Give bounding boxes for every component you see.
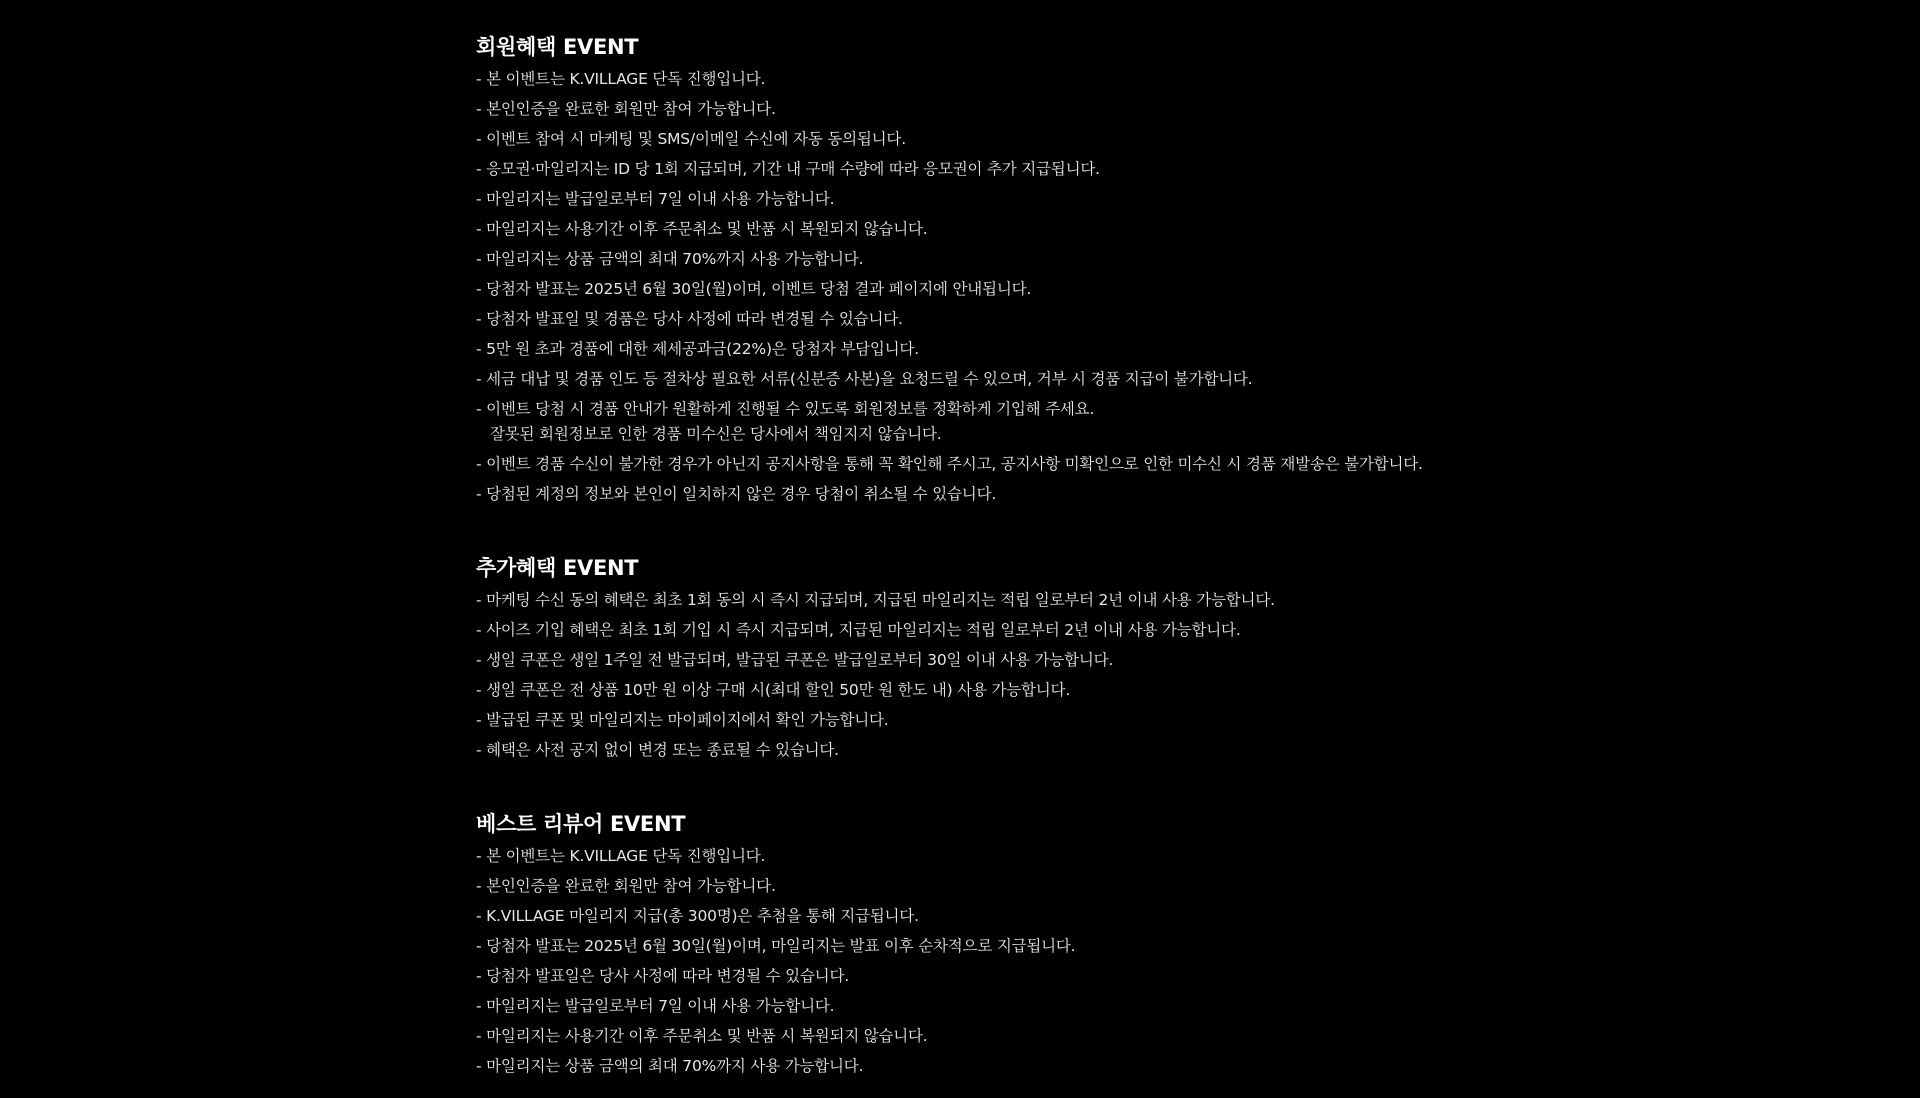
list-item: - 본 이벤트는 K.VILLAGE 단독 진행입니다. xyxy=(476,847,766,865)
list-item: - 마일리지는 발급일로부터 7일 이내 사용 가능합니다. xyxy=(476,997,835,1015)
list-item: - 세금 대납 및 경품 인도 등 절차상 필요한 서류(신분증 사본)을 요청드릴 수 있으며, 거부 시 경품 지급이 불가합니다. xyxy=(476,370,1253,388)
additional-benefit-list xyxy=(476,588,1275,763)
list-item-continuation: 잘못된 회원정보로 인한 경품 미수신은 당사에서 책임지지 않습니다. xyxy=(490,425,942,443)
list-item: - 당첨자 발표는 2025년 6월 30일(월)이며, 이벤트 당첨 결과 페이지에 안내됩니다. xyxy=(476,280,1032,298)
section-title-additional-benefit: 추가혜택 EVENT xyxy=(476,556,639,580)
list-item: - 마일리지는 사용기간 이후 주문취소 및 반품 시 복원되지 않습니다. xyxy=(476,1027,928,1045)
list-item: - 응모권·마일리지는 ID 당 1회 지급되며, 기간 내 구매 수량에 따라 응모권이 추가 지급됩니다. xyxy=(476,160,1100,178)
list-item: - 발급된 쿠폰 및 마일리지는 마이페이지에서 확인 가능합니다. xyxy=(476,711,889,729)
list-item: - 마케팅 수신 동의 혜택은 최초 1회 동의 시 즉시 지급되며, 지급된 마일리지는 적립 일로부터 2년 이내 사용 가능합니다. xyxy=(476,591,1275,609)
list-item: - 생일 쿠폰은 생일 1주일 전 발급되며, 발급된 쿠폰은 발급일로부터 30일 이내 사용 가능합니다. xyxy=(476,651,1114,669)
list-item: - K.VILLAGE 마일리지 지급(총 300명)은 추첨을 통해 지급됩니다. xyxy=(476,907,919,925)
list-item: - 마일리지는 사용기간 이후 주문취소 및 반품 시 복원되지 않습니다. xyxy=(476,220,928,238)
list-item: - 당첨자 발표는 2025년 6월 30일(월)이며, 마일리지는 발표 이후 순차적으로 지급됩니다. xyxy=(476,937,1076,955)
member-benefit-section xyxy=(476,32,1423,507)
section-title-member-benefit: 회원혜택 EVENT xyxy=(476,35,639,59)
best-reviewer-list xyxy=(476,844,1075,1079)
list-item: - 생일 쿠폰은 전 상품 10만 원 이상 구매 시(최대 할인 50만 원 한도 내) 사용 가능합니다. xyxy=(476,681,1071,699)
section-title-best-reviewer: 베스트 리뷰어 EVENT xyxy=(476,812,686,836)
list-item: - 이벤트 참여 시 마케팅 및 SMS/이메일 수신에 자동 동의됩니다. xyxy=(476,130,906,148)
list-item: - 마일리지는 상품 금액의 최대 70%까지 사용 가능합니다. xyxy=(476,250,864,268)
additional-benefit-section xyxy=(476,553,1275,763)
list-item-text: - 이벤트 당첨 시 경품 안내가 원활하게 진행될 수 있도록 회원정보를 정확하게 기입해 주세요. xyxy=(476,400,1095,418)
list-item: - 당첨된 계정의 정보와 본인이 일치하지 않은 경우 당첨이 취소될 수 있습니다. xyxy=(476,485,997,503)
best-reviewer-section xyxy=(476,809,1075,1079)
list-item: - 본인인증을 완료한 회원만 참여 가능합니다. xyxy=(476,877,776,895)
list-item: - 마일리지는 발급일로부터 7일 이내 사용 가능합니다. xyxy=(476,190,835,208)
list-item: - 혜택은 사전 공지 없이 변경 또는 종료될 수 있습니다. xyxy=(476,741,839,759)
list-item: - 마일리지는 상품 금액의 최대 70%까지 사용 가능합니다. xyxy=(476,1057,864,1075)
list-item: - 당첨자 발표일은 당사 사정에 따라 변경될 수 있습니다. xyxy=(476,967,849,985)
list-item-multiline xyxy=(476,397,1423,447)
list-item: - 이벤트 경품 수신이 불가한 경우가 아닌지 공지사항을 통해 꼭 확인해 주시고, 공지사항 미확인으로 인한 미수신 시 경품 재발송은 불가합니다. xyxy=(476,455,1423,473)
list-item: - 사이즈 기입 혜택은 최초 1회 기입 시 즉시 지급되며, 지급된 마일리지는 적립 일로부터 2년 이내 사용 가능합니다. xyxy=(476,621,1241,639)
list-item: - 본 이벤트는 K.VILLAGE 단독 진행입니다. xyxy=(476,70,766,88)
list-item: - 당첨자 발표일 및 경품은 당사 사정에 따라 변경될 수 있습니다. xyxy=(476,310,903,328)
member-benefit-list xyxy=(476,67,1423,507)
list-item: - 5만 원 초과 경품에 대한 제세공과금(22%)은 당첨자 부담입니다. xyxy=(476,340,919,358)
list-item: - 본인인증을 완료한 회원만 참여 가능합니다. xyxy=(476,100,776,118)
